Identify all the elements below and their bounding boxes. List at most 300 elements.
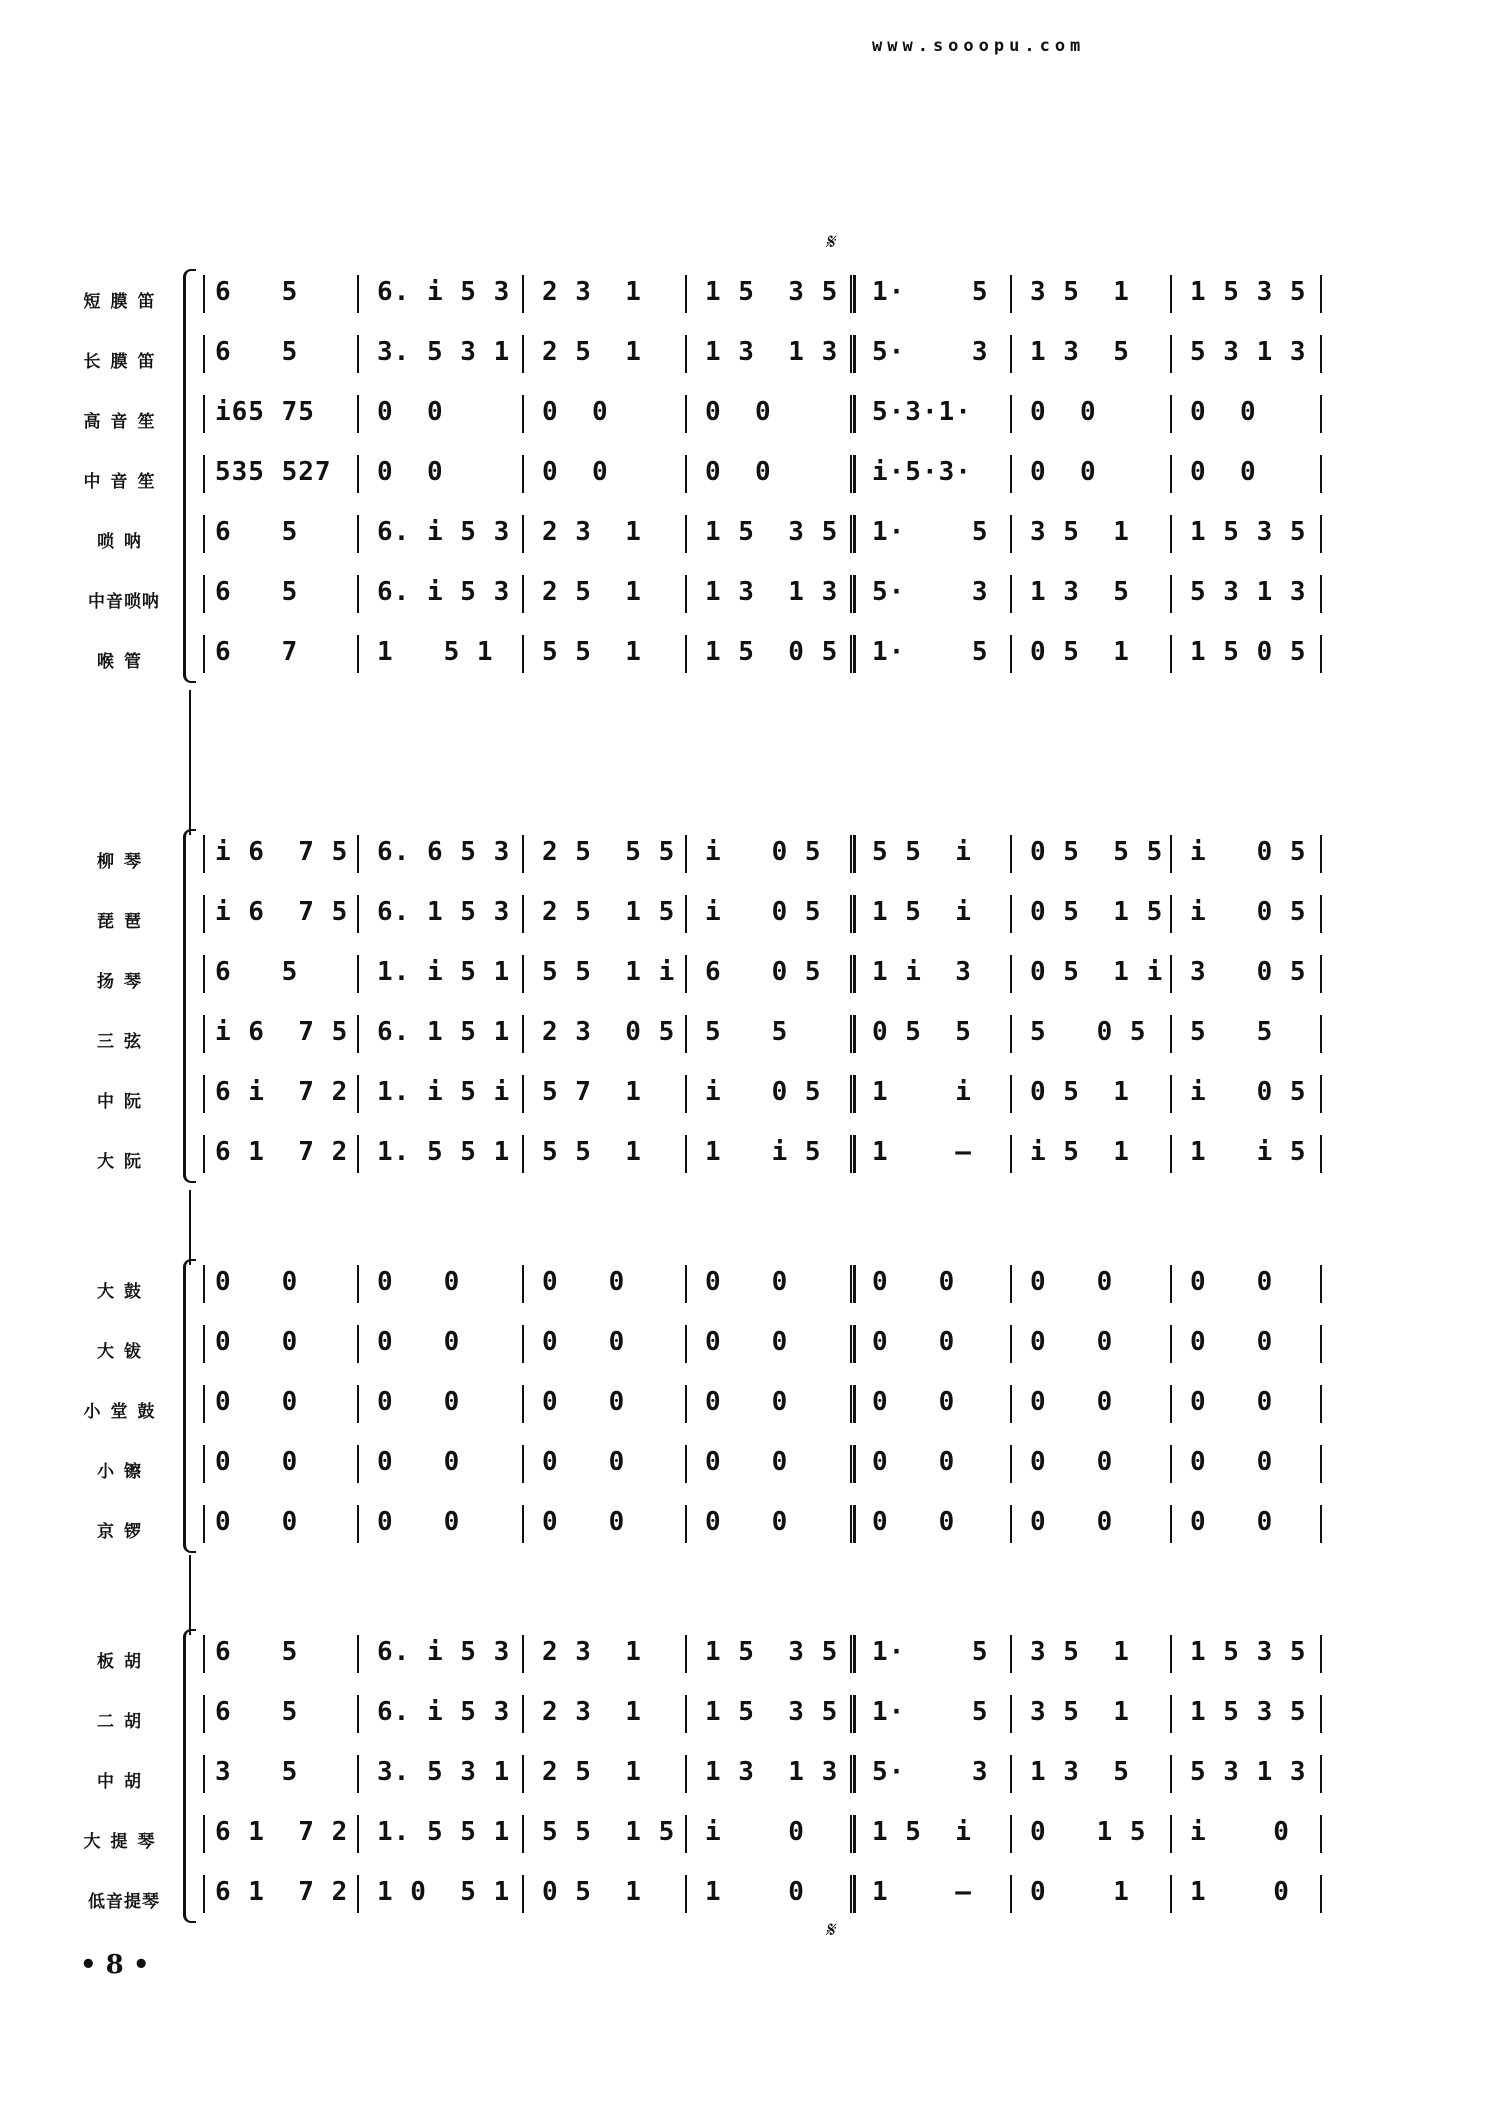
barline <box>685 1135 687 1173</box>
barline <box>357 515 359 553</box>
barline <box>357 1695 359 1733</box>
barline <box>522 1635 524 1673</box>
measure-notes: 3. 5 3 1 <box>377 337 511 367</box>
measure-notes: 1 5 3 5 <box>705 517 839 547</box>
barline <box>522 1385 524 1423</box>
instrument-name: 高音笙 <box>83 412 165 432</box>
measure-notes: 1 – <box>872 1877 972 1907</box>
staff-row <box>0 1815 1511 1865</box>
measure-notes: i 6 7 5 <box>215 897 349 927</box>
staff-row <box>0 1265 1511 1315</box>
instrument-name: 中阮 <box>97 1092 151 1112</box>
double-barline <box>850 1635 856 1673</box>
measure-notes: 1 5 3 5 <box>705 1697 839 1727</box>
barline <box>1010 1075 1012 1113</box>
measure-notes: 1 i <box>872 1077 972 1107</box>
staff-row <box>0 395 1511 445</box>
measure-notes: 0 0 <box>872 1507 956 1537</box>
barline <box>685 275 687 313</box>
barline <box>1170 1635 1172 1673</box>
measure-notes: 0 0 <box>872 1387 956 1417</box>
barline <box>1170 1385 1172 1423</box>
barline <box>522 1755 524 1793</box>
start-barline <box>203 1445 205 1483</box>
start-barline <box>203 1075 205 1113</box>
instrument-name: 大提琴 <box>83 1832 165 1852</box>
measure-notes: 1 5 i <box>872 1817 972 1847</box>
barline <box>357 1385 359 1423</box>
double-barline <box>850 1695 856 1733</box>
barline <box>522 455 524 493</box>
barline <box>1320 1015 1322 1053</box>
barline <box>357 455 359 493</box>
start-barline <box>203 635 205 673</box>
measure-notes: 2 5 1 <box>542 337 642 367</box>
barline <box>357 1265 359 1303</box>
measure-notes: 535 527 <box>215 457 332 487</box>
instrument-name: 小镲 <box>97 1462 151 1482</box>
barline <box>1170 1445 1172 1483</box>
barline <box>685 1325 687 1363</box>
measure-notes: 0 0 <box>1030 397 1097 427</box>
measure-notes: i 6 7 5 <box>215 837 349 867</box>
measure-notes: 1 3 1 3 <box>705 577 839 607</box>
instrument-name: 短膜笛 <box>83 292 165 312</box>
measure-notes: 1 i 5 <box>1190 1137 1307 1167</box>
measure-notes: 6 5 <box>215 1697 299 1727</box>
measure-notes: 6. 1 5 3 <box>377 897 511 927</box>
measure-notes: 1· 5 <box>872 517 989 547</box>
measure-notes: 1 0 <box>705 1877 805 1907</box>
segno-top: 𝄋 <box>825 230 835 255</box>
barline <box>1170 575 1172 613</box>
double-barline <box>850 275 856 313</box>
measure-notes: 0 0 <box>542 1507 626 1537</box>
start-barline <box>203 955 205 993</box>
barline <box>1010 1815 1012 1853</box>
double-barline <box>850 895 856 933</box>
measure-notes: 1. 5 5 1 <box>377 1817 511 1847</box>
measure-notes: 0 0 <box>377 1447 461 1477</box>
barline <box>522 1325 524 1363</box>
barline <box>1170 1695 1172 1733</box>
barline <box>357 575 359 613</box>
measure-notes: i 0 5 <box>705 897 822 927</box>
measure-notes: 5 3 1 3 <box>1190 1757 1307 1787</box>
measure-notes: i 5 1 <box>1030 1137 1130 1167</box>
measure-notes: 0 0 <box>705 457 772 487</box>
start-barline <box>203 835 205 873</box>
measure-notes: 1. i 5 i <box>377 1077 511 1107</box>
measure-notes: 1· 5 <box>872 1697 989 1727</box>
measure-notes: 5 5 <box>1190 1017 1274 1047</box>
measure-notes: 5 7 1 <box>542 1077 642 1107</box>
measure-notes: 1 5 1 <box>377 637 494 667</box>
barline <box>357 275 359 313</box>
start-barline <box>203 1265 205 1303</box>
measure-notes: 0 0 <box>1190 1507 1274 1537</box>
measure-notes: 1 3 5 <box>1030 337 1130 367</box>
barline <box>1320 275 1322 313</box>
double-barline <box>850 335 856 373</box>
measure-notes: 1 3 1 3 <box>705 1757 839 1787</box>
staff-row <box>0 835 1511 885</box>
barline <box>1170 1015 1172 1053</box>
barline <box>522 1505 524 1543</box>
barline <box>1320 395 1322 433</box>
barline <box>685 1875 687 1913</box>
barline <box>1010 1695 1012 1733</box>
measure-notes: 0 0 <box>377 457 444 487</box>
measure-notes: 2 3 1 <box>542 517 642 547</box>
measure-notes: 2 5 1 <box>542 577 642 607</box>
double-barline <box>850 635 856 673</box>
barline <box>357 395 359 433</box>
instrument-name: 低音提琴 <box>88 1892 160 1912</box>
start-barline <box>203 1385 205 1423</box>
barline <box>1170 1815 1172 1853</box>
measure-notes: 0 0 <box>215 1447 299 1477</box>
start-barline <box>203 395 205 433</box>
measure-notes: 1 i 3 <box>872 957 972 987</box>
measure-notes: 3. 5 3 1 <box>377 1757 511 1787</box>
double-barline <box>850 1385 856 1423</box>
double-barline <box>850 1755 856 1793</box>
barline <box>685 455 687 493</box>
measure-notes: 5· 3 <box>872 1757 989 1787</box>
barline <box>357 1755 359 1793</box>
double-barline <box>850 1505 856 1543</box>
instrument-name: 喉管 <box>97 652 151 672</box>
barline <box>522 1815 524 1853</box>
barline <box>685 335 687 373</box>
measure-notes: 0 1 5 <box>1030 1817 1147 1847</box>
barline <box>357 955 359 993</box>
start-barline <box>203 335 205 373</box>
measure-notes: 3 5 1 <box>1030 1637 1130 1667</box>
instrument-name: 三弦 <box>97 1032 151 1052</box>
measure-notes: 0 0 <box>215 1507 299 1537</box>
measure-notes: 0 0 <box>377 1267 461 1297</box>
barline <box>1320 1325 1322 1363</box>
instrument-group-plucked <box>0 835 1511 1195</box>
instrument-name: 唢呐 <box>97 532 151 552</box>
barline <box>1170 955 1172 993</box>
start-barline <box>203 515 205 553</box>
double-barline <box>850 955 856 993</box>
measure-notes: 3 5 1 <box>1030 517 1130 547</box>
barline <box>357 1135 359 1173</box>
start-barline <box>203 1635 205 1673</box>
barline <box>357 1875 359 1913</box>
measure-notes: 6 1 7 2 <box>215 1817 349 1847</box>
measure-notes: 0 0 <box>872 1447 956 1477</box>
measure-notes: 5 5 1 5 <box>542 1817 676 1847</box>
barline <box>1320 1755 1322 1793</box>
barline <box>1320 455 1322 493</box>
measure-notes: 0 0 <box>872 1267 956 1297</box>
barline <box>685 835 687 873</box>
measure-notes: 0 0 <box>1030 457 1097 487</box>
barline <box>1010 1385 1012 1423</box>
barline <box>1320 515 1322 553</box>
barline <box>1010 1635 1012 1673</box>
barline <box>685 635 687 673</box>
instrument-name: 京锣 <box>97 1522 151 1542</box>
barline <box>357 1635 359 1673</box>
barline <box>1010 955 1012 993</box>
instrument-group-percussion <box>0 1265 1511 1565</box>
measure-notes: 6. 6 5 3 <box>377 837 511 867</box>
measure-notes: 0 5 1 5 <box>1030 897 1164 927</box>
measure-notes: 0 1 <box>1030 1877 1130 1907</box>
measure-notes: 6. i 5 3 <box>377 1697 511 1727</box>
barline <box>522 955 524 993</box>
measure-notes: 0 0 <box>1190 1387 1274 1417</box>
barline <box>522 1875 524 1913</box>
staff-row <box>0 1755 1511 1805</box>
barline <box>522 275 524 313</box>
barline <box>357 635 359 673</box>
instrument-name: 中胡 <box>97 1772 151 1792</box>
instrument-name: 大鼓 <box>97 1282 151 1302</box>
barline <box>357 895 359 933</box>
page-number: • 8 • <box>80 1950 150 1980</box>
measure-notes: 6 1 7 2 <box>215 1137 349 1167</box>
measure-notes: 0 0 <box>542 1327 626 1357</box>
measure-notes: 5 3 1 3 <box>1190 577 1307 607</box>
start-barline <box>203 275 205 313</box>
barline <box>685 1505 687 1543</box>
segno-bottom: 𝄋 <box>825 1918 835 1943</box>
measure-notes: 0 0 <box>1030 1507 1114 1537</box>
system-connector <box>189 1190 191 1265</box>
start-barline <box>203 1505 205 1543</box>
measure-notes: 2 5 5 5 <box>542 837 676 867</box>
measure-notes: 0 0 <box>1190 1447 1274 1477</box>
measure-notes: 1. 5 5 1 <box>377 1137 511 1167</box>
barline <box>1170 1755 1172 1793</box>
staff-row <box>0 895 1511 945</box>
barline <box>357 1015 359 1053</box>
barline <box>357 835 359 873</box>
measure-notes: 6. i 5 3 <box>377 517 511 547</box>
barline <box>1010 1875 1012 1913</box>
measure-notes: 0 5 5 5 <box>1030 837 1164 867</box>
measure-notes: 6 5 <box>215 957 299 987</box>
barline <box>522 335 524 373</box>
barline <box>1320 635 1322 673</box>
measure-notes: 0 0 <box>542 457 609 487</box>
barline <box>1170 275 1172 313</box>
measure-notes: 6 5 <box>215 517 299 547</box>
double-barline <box>850 515 856 553</box>
measure-notes: i 0 5 <box>1190 1077 1307 1107</box>
measure-notes: 2 3 1 <box>542 277 642 307</box>
measure-notes: 1 3 5 <box>1030 577 1130 607</box>
measure-notes: 6 7 <box>215 637 299 667</box>
instrument-name: 大阮 <box>97 1152 151 1172</box>
barline <box>1010 455 1012 493</box>
barline <box>1170 1075 1172 1113</box>
staff-row <box>0 1635 1511 1685</box>
double-barline <box>850 455 856 493</box>
instrument-name: 琵琶 <box>97 912 151 932</box>
measure-notes: 6 i 7 2 <box>215 1077 349 1107</box>
measure-notes: 6 1 7 2 <box>215 1877 349 1907</box>
barline <box>1010 895 1012 933</box>
measure-notes: 5· 3 <box>872 337 989 367</box>
barline <box>1010 1755 1012 1793</box>
start-barline <box>203 575 205 613</box>
system-connector <box>189 1555 191 1635</box>
measure-notes: 5 0 5 <box>1030 1017 1147 1047</box>
measure-notes: i65 75 <box>215 397 315 427</box>
barline <box>1010 575 1012 613</box>
measure-notes: 0 0 <box>1190 1327 1274 1357</box>
measure-notes: 6. i 5 3 <box>377 577 511 607</box>
measure-notes: 1 i 5 <box>705 1137 822 1167</box>
barline <box>1320 1875 1322 1913</box>
measure-notes: 1· 5 <box>872 277 989 307</box>
start-barline <box>203 895 205 933</box>
measure-notes: i 0 5 <box>1190 897 1307 927</box>
measure-notes: 1 3 5 <box>1030 1757 1130 1787</box>
measure-notes: 1· 5 <box>872 1637 989 1667</box>
measure-notes: 6 0 5 <box>705 957 822 987</box>
staff-row <box>0 1445 1511 1495</box>
measure-notes: 0 0 <box>705 397 772 427</box>
barline <box>522 1445 524 1483</box>
measure-notes: 0 5 1 <box>1030 637 1130 667</box>
measure-notes: 0 0 <box>215 1267 299 1297</box>
measure-notes: 0 0 <box>542 1267 626 1297</box>
barline <box>685 575 687 613</box>
measure-notes: 0 0 <box>705 1387 789 1417</box>
start-barline <box>203 1135 205 1173</box>
measure-notes: 2 5 1 5 <box>542 897 676 927</box>
staff-row <box>0 455 1511 505</box>
measure-notes: 0 0 <box>542 1387 626 1417</box>
staff-row <box>0 275 1511 325</box>
double-barline <box>850 1815 856 1853</box>
measure-notes: 3 0 5 <box>1190 957 1307 987</box>
instrument-name: 板胡 <box>97 1652 151 1672</box>
barline <box>357 1325 359 1363</box>
start-barline <box>203 1815 205 1853</box>
measure-notes: 0 0 <box>377 1387 461 1417</box>
measure-notes: 2 3 1 <box>542 1637 642 1667</box>
measure-notes: 6. 1 5 1 <box>377 1017 511 1047</box>
measure-notes: i 0 <box>1190 1817 1290 1847</box>
barline <box>1010 275 1012 313</box>
measure-notes: 0 0 <box>1190 457 1257 487</box>
measure-notes: 0 5 5 <box>872 1017 972 1047</box>
double-barline <box>850 1075 856 1113</box>
start-barline <box>203 1695 205 1733</box>
barline <box>1170 635 1172 673</box>
barline <box>1010 335 1012 373</box>
barline <box>522 895 524 933</box>
staff-row <box>0 1385 1511 1435</box>
double-barline <box>850 1015 856 1053</box>
barline <box>685 1695 687 1733</box>
measure-notes: 0 0 <box>377 1327 461 1357</box>
staff-row <box>0 635 1511 685</box>
barline <box>1170 1265 1172 1303</box>
barline <box>1170 895 1172 933</box>
measure-notes: 6 5 <box>215 577 299 607</box>
barline <box>1170 395 1172 433</box>
barline <box>685 1815 687 1853</box>
measure-notes: i 0 5 <box>705 1077 822 1107</box>
measure-notes: 0 0 <box>1030 1447 1114 1477</box>
measure-notes: 1 5 0 5 <box>1190 637 1307 667</box>
measure-notes: 6. i 5 3 <box>377 1637 511 1667</box>
barline <box>522 635 524 673</box>
measure-notes: 0 0 <box>1030 1327 1114 1357</box>
measure-notes: 6 5 <box>215 1637 299 1667</box>
measure-notes: 5·3·1· <box>872 397 972 427</box>
barline <box>1170 515 1172 553</box>
barline <box>1010 1015 1012 1053</box>
measure-notes: 2 5 1 <box>542 1757 642 1787</box>
barline <box>1010 515 1012 553</box>
barline <box>1320 1075 1322 1113</box>
barline <box>1320 335 1322 373</box>
barline <box>1170 455 1172 493</box>
barline <box>1010 1445 1012 1483</box>
measure-notes: 0 0 <box>705 1447 789 1477</box>
barline <box>1010 635 1012 673</box>
measure-notes: 2 3 0 5 <box>542 1017 676 1047</box>
measure-notes: 1 – <box>872 1137 972 1167</box>
barline <box>1010 1325 1012 1363</box>
barline <box>1320 1385 1322 1423</box>
measure-notes: 1· 5 <box>872 637 989 667</box>
measure-notes: 5 5 1 <box>542 1137 642 1167</box>
barline <box>1010 835 1012 873</box>
measure-notes: 0 0 <box>1190 1267 1274 1297</box>
measure-notes: 1 5 3 5 <box>1190 517 1307 547</box>
measure-notes: 5 3 1 3 <box>1190 337 1307 367</box>
measure-notes: 0 0 <box>1030 1387 1114 1417</box>
site-url: www.sooopu.com <box>872 36 1086 56</box>
barline <box>1320 1135 1322 1173</box>
barline <box>522 395 524 433</box>
barline <box>1320 1635 1322 1673</box>
barline <box>357 335 359 373</box>
measure-notes: 0 0 <box>705 1267 789 1297</box>
start-barline <box>203 455 205 493</box>
measure-notes: i·5·3· <box>872 457 972 487</box>
measure-notes: 0 0 <box>705 1327 789 1357</box>
instrument-name: 小堂鼓 <box>83 1402 165 1422</box>
barline <box>357 1445 359 1483</box>
measure-notes: 0 0 <box>215 1387 299 1417</box>
measure-notes: 0 5 1 <box>1030 1077 1130 1107</box>
barline <box>522 1135 524 1173</box>
measure-notes: i 6 7 5 <box>215 1017 349 1047</box>
barline <box>685 395 687 433</box>
staff-row <box>0 1325 1511 1375</box>
measure-notes: 0 5 1 <box>542 1877 642 1907</box>
measure-notes: 1 0 5 1 <box>377 1877 511 1907</box>
barline <box>1320 1815 1322 1853</box>
instrument-name: 大钹 <box>97 1342 151 1362</box>
measure-notes: 1 5 0 5 <box>705 637 839 667</box>
double-barline <box>850 1325 856 1363</box>
